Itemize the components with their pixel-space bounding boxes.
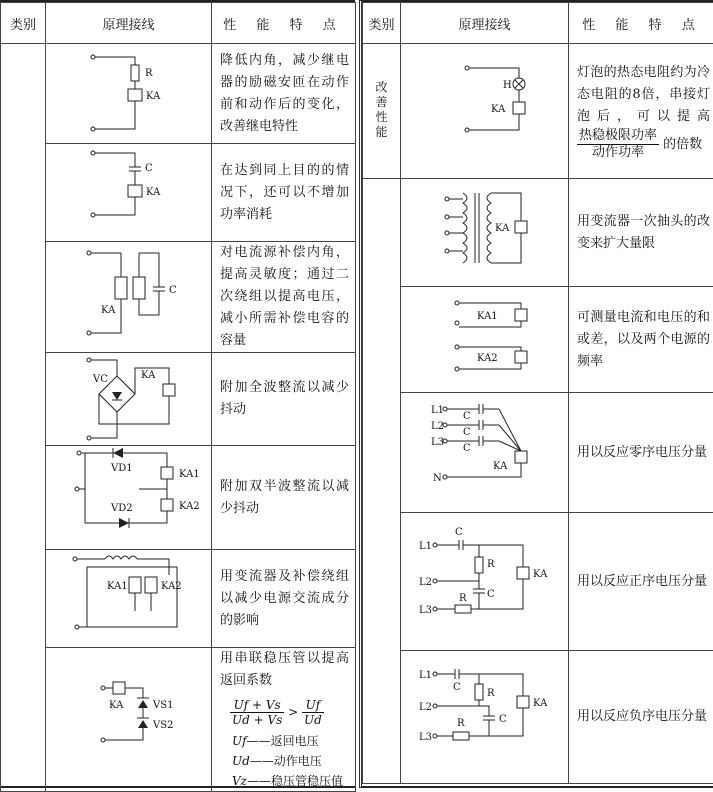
diagram-label: KA (533, 569, 548, 580)
table-row (1, 44, 356, 144)
table-row (1, 648, 356, 792)
feature-text: 用变流器及补偿绕组以减少电源交流成分的影响 (212, 550, 356, 648)
diagram-label: H (503, 80, 512, 91)
feature-fraction (577, 128, 659, 161)
wiring-figure (401, 393, 569, 513)
diagram-label: C (169, 285, 177, 296)
category-cell (1, 44, 46, 792)
header-features: 性 能 特 点 (212, 3, 356, 44)
wiring-figure (401, 287, 569, 393)
diagram-label: L1 (419, 670, 432, 681)
diagram-label: L3 (419, 732, 432, 743)
diagram-label: KA (533, 698, 548, 709)
diagram-label: L2 (419, 702, 432, 713)
category-text: 改善性能 (375, 80, 389, 140)
wiring-figure (46, 446, 212, 550)
feature-text: 附加全波整流以减少抖动 (212, 353, 356, 446)
header-category: 类别 (363, 3, 401, 44)
diagram-label: VS2 (152, 720, 173, 731)
diagram-label: L1 (431, 405, 444, 416)
wiring-figure (46, 44, 212, 144)
wiring-figure (46, 648, 212, 792)
feature-text: 用变流器一次抽头的改变来扩大量限 (569, 179, 713, 287)
table-row (363, 44, 713, 179)
formula-lhs-num: Uf + Vs (230, 698, 284, 713)
wiring-figure (46, 144, 212, 242)
category-cell (363, 44, 401, 179)
negative-sequence-diagram (405, 652, 565, 782)
feature-text: 在达到同上目的的情况下，还可以不增加功率消耗 (212, 144, 356, 242)
dual-relay-diagram (405, 289, 565, 391)
diagram-label: KA2 (477, 353, 498, 364)
table-row (1, 144, 356, 242)
positive-sequence-diagram (405, 515, 565, 649)
diagram-label: KA1 (107, 581, 128, 592)
legend-line: Uf——返回电压 (232, 731, 349, 751)
diagram-label: R (487, 559, 495, 570)
diagram-label: KA (146, 187, 161, 198)
diagram-label: KA1 (477, 311, 498, 322)
wiring-figure (401, 651, 569, 784)
left-table (0, 0, 355, 788)
diagram-label: KA (495, 223, 510, 234)
formula-lhs (230, 698, 284, 727)
diagram-label: L3 (419, 605, 432, 616)
feature-text: 用串联稳压管以提高返回系数 (220, 648, 349, 692)
diagram-label: C (455, 527, 463, 538)
diagram-label: KA (141, 370, 156, 381)
table-row (1, 446, 356, 550)
capacitor-series-diagram (49, 145, 209, 241)
zener-series-diagram (49, 650, 209, 790)
feature-text: 可测量电流和电压的和或差，以及两个电源的频率 (569, 287, 713, 393)
feature-text: 用以反应负序电压分量 (569, 651, 713, 784)
table-row (363, 393, 713, 513)
compensation-diagram (49, 249, 209, 346)
feature-text: 用以反应零序电压分量 (569, 393, 713, 513)
feature-frac-num: 热稳极限功率 (577, 128, 659, 145)
table-row (1, 353, 356, 446)
diagram-label: L2 (431, 421, 444, 432)
diagram-label: KA1 (179, 469, 200, 480)
feature-text: 对电流源补偿内角，提高灵敏度；通过二次绕组以提高电压，减小所需补偿电容的容量 (212, 242, 356, 353)
table-row (363, 513, 713, 651)
diagram-label: C (145, 163, 153, 174)
header-features: 性 能 特 点 (569, 3, 713, 44)
wiring-figure (46, 353, 212, 446)
diagram-label: L2 (419, 577, 432, 588)
resistor-series-diagram (49, 45, 209, 143)
diagram-label: VD1 (110, 463, 133, 474)
table-row (1, 550, 356, 648)
legend-line: Ud——动作电压 (232, 751, 349, 771)
feature-text: 的倍数 (663, 137, 702, 152)
formula-rhs-den: Ud (302, 713, 324, 727)
diagram-label: KA2 (179, 501, 200, 512)
diagram-label: L1 (419, 541, 432, 552)
lamp-series-diagram (405, 46, 565, 176)
table-row (363, 287, 713, 393)
wiring-figure (401, 513, 569, 651)
diagram-label: C (463, 411, 471, 422)
table-row (363, 651, 713, 784)
diagram-label: R (459, 593, 467, 604)
zero-sequence-diagram (405, 395, 565, 511)
feature-frac-den: 动作功率 (577, 145, 659, 161)
diagram-label: KA2 (161, 581, 182, 592)
diagram-label: L3 (431, 437, 444, 448)
category-cell (363, 179, 401, 784)
wiring-figure (46, 550, 212, 648)
header-wiring: 原理接线 (401, 3, 569, 44)
diagram-label: R (457, 718, 465, 729)
feature-cell (212, 648, 356, 792)
feature-cell (569, 44, 713, 179)
diagram-label: R (487, 688, 495, 699)
diagram-label: KA (493, 461, 508, 472)
diagram-label: R (145, 68, 153, 79)
diagram-label: C (499, 714, 507, 725)
half-wave-rectifier-diagram (49, 447, 209, 549)
formula (230, 698, 349, 727)
table-row (1, 242, 356, 353)
diagram-label: VS1 (152, 700, 173, 711)
diagram-label: N (433, 473, 442, 484)
wiring-figure (46, 242, 212, 353)
tap-transformer-diagram (405, 181, 565, 285)
formula-rhs-num: Uf (302, 698, 324, 713)
header-wiring: 原理接线 (46, 3, 212, 44)
diagram-label: KA (491, 104, 506, 115)
diagram-label: C (453, 682, 461, 693)
formula-lhs-den: Ud + Vs (230, 713, 284, 727)
legend-line: Vz——稳压管稳压值 (232, 771, 349, 791)
header-category: 类别 (1, 3, 46, 44)
formula-rhs (302, 698, 324, 727)
wiring-figure (401, 44, 569, 179)
transformer-compensation-diagram (49, 551, 209, 647)
formula-op: > (288, 705, 298, 719)
feature-text: 降低内角，减少继电器的励磁安匝在动作前和动作后的变化，改善继电特性 (212, 44, 356, 144)
feature-text: 灯泡的热态电阻约为冷态电阻的8倍，串接灯泡后，可以提高 (577, 65, 710, 124)
feature-text: 附加双半波整流以减少抖动 (212, 446, 356, 550)
table-row (363, 179, 713, 287)
feature-text: 用以反应正序电压分量 (569, 513, 713, 651)
diagram-label: C (487, 589, 495, 600)
full-wave-rectifier-diagram (49, 354, 209, 445)
wiring-figure (401, 179, 569, 287)
diagram-label: VD2 (110, 503, 133, 514)
right-table (359, 0, 713, 788)
diagram-label: C (463, 443, 471, 454)
diagram-label: C (463, 427, 471, 438)
diagram-label: KA (146, 91, 161, 102)
diagram-label: KA (101, 305, 116, 316)
diagram-label: VC (92, 374, 108, 385)
diagram-label: KA (109, 700, 124, 711)
